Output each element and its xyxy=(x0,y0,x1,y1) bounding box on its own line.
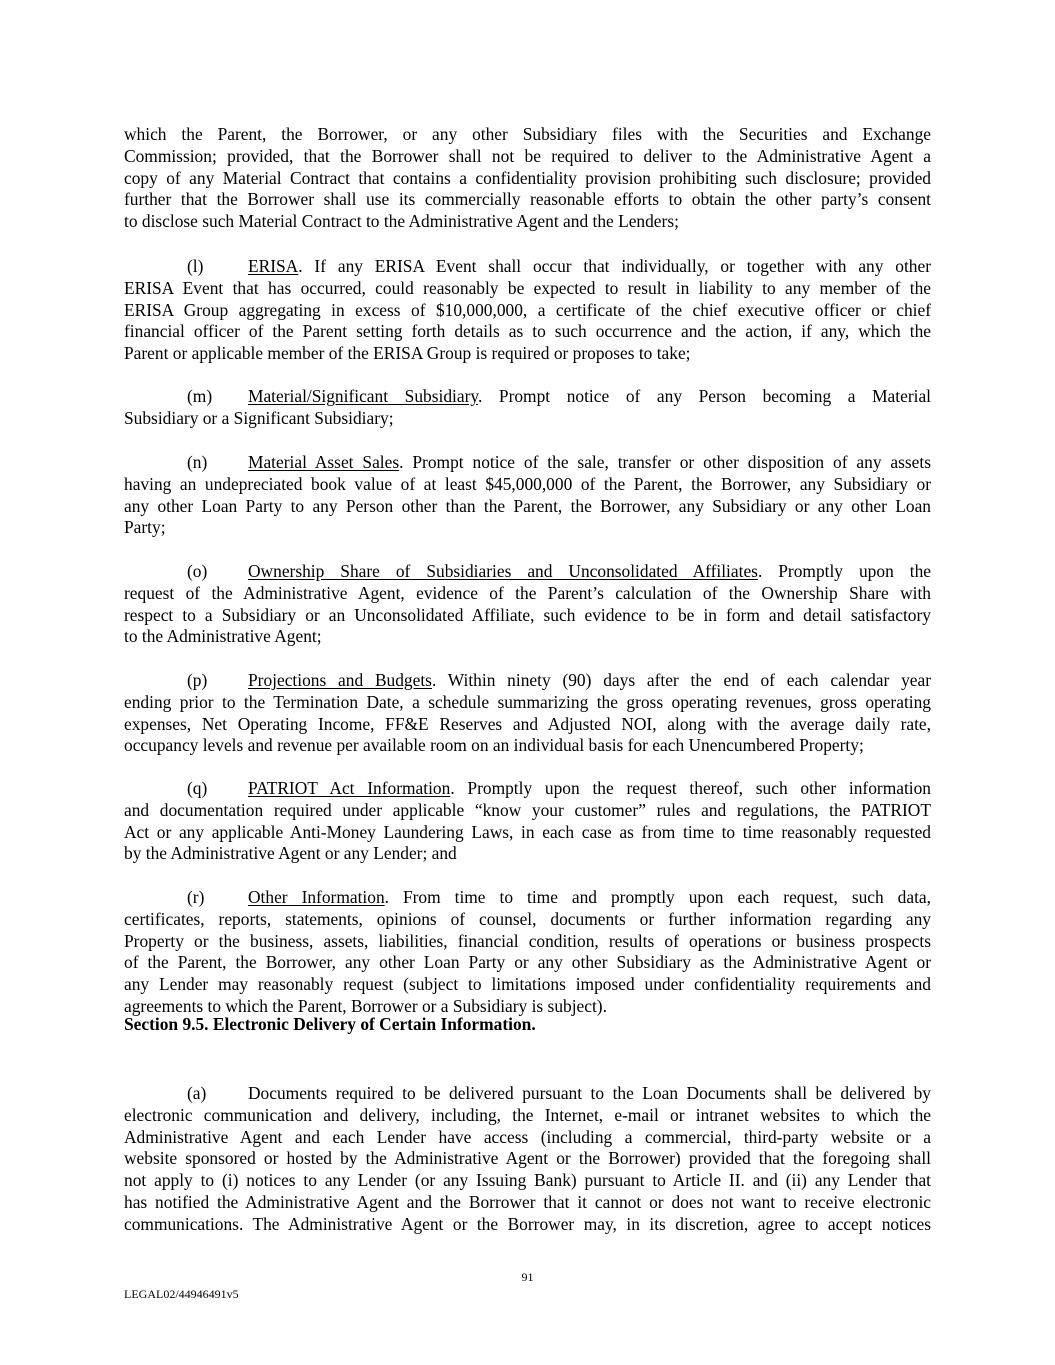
item-heading: PATRIOT Act Information xyxy=(248,778,451,798)
text-line: Parent or applicable member of the ERISA Group is required or proposes to take; xyxy=(124,343,691,364)
text-line: website sponsored or hosted by the Administrative Agent or the Borrower) provided that the foregoing shall xyxy=(124,1148,931,1169)
text-line: certificates, reports, statements, opinions of counsel, documents or further information regarding any xyxy=(124,908,931,929)
text-line: respect to a Subsidiary or an Unconsolidated Affiliate, such evidence to be in form and detail satisfactory xyxy=(124,604,931,625)
paragraph-first-line xyxy=(124,670,931,692)
item-label: (m) xyxy=(187,386,213,406)
paragraph-first-line xyxy=(124,256,931,278)
text-line: further that the Borrower shall use its commercially reasonable efforts to obtain the other party’s consent xyxy=(124,189,931,210)
paragraph-first-line xyxy=(124,452,931,474)
item-label: (o) xyxy=(187,561,208,581)
text-line: Commission; provided, that the Borrower shall not be required to deliver to the Administrative Agent a xyxy=(124,145,931,166)
text-line: to disclose such Material Contract to the Administrative Agent and the Lenders; xyxy=(124,211,679,232)
item-label: (r) xyxy=(187,887,205,907)
paragraph-first-line xyxy=(124,561,931,583)
item-heading: Material/Significant Subsidiary xyxy=(248,386,478,406)
item-text: . From time to time and promptly upon each request, such data, xyxy=(384,887,931,907)
item-text: . Promptly upon the xyxy=(757,561,931,581)
paragraph-m xyxy=(124,386,931,430)
paragraph-q xyxy=(124,778,931,865)
text-line: Administrative Agent and each Lender have access (including a commercial, third-party website or a xyxy=(124,1126,931,1147)
item-label: (a) xyxy=(187,1083,207,1103)
paragraph-sec95 xyxy=(124,1014,931,1036)
item-heading: Projections and Budgets xyxy=(248,670,432,690)
paragraph-o xyxy=(124,561,931,648)
item-label: (p) xyxy=(187,670,208,690)
section-heading: Section 9.5. Electronic Delivery of Certain Information. xyxy=(124,1014,536,1034)
paragraph-first-line xyxy=(124,386,931,408)
text-line: and documentation required under applicable “know your customer” rules and regulations, the PATRIOT xyxy=(124,799,931,820)
text-line: ERISA Event that has occurred, could reasonably be expected to result in liability to any member of the xyxy=(124,277,931,298)
item-text: . Prompt notice of the sale, transfer or other disposition of any assets xyxy=(399,452,931,472)
item-text: Documents required to be delivered pursuant to the Loan Documents shall be delivered by xyxy=(248,1083,931,1103)
text-line: financial officer of the Parent setting forth details as to such occurrence and the action, if any, which the xyxy=(124,321,931,342)
item-label: (n) xyxy=(187,452,208,472)
item-heading: Other Information xyxy=(248,887,385,907)
text-line: occupancy levels and revenue per available room on an individual basis for each Unencumbered Property; xyxy=(124,735,864,756)
text-line: any Lender may reasonably request (subject to limitations imposed under confidentiality requirements and xyxy=(124,974,931,995)
text-line: agreements to which the Parent, Borrower or a Subsidiary is subject). xyxy=(124,995,607,1016)
item-heading: Material Asset Sales xyxy=(248,452,400,472)
item-text: . Promptly upon the request thereof, such other information xyxy=(450,778,931,798)
paragraph-p xyxy=(124,670,931,757)
text-line: Subsidiary or a Significant Subsidiary; xyxy=(124,407,394,428)
text-line: electronic communication and delivery, including, the Internet, e-mail or intranet websites to which the xyxy=(124,1104,931,1125)
paragraph-first-line xyxy=(124,887,931,909)
paragraph-first-line xyxy=(124,1083,931,1105)
text-line: of the Parent, the Borrower, any other Loan Party or any other Subsidiary as the Administrative Agent or xyxy=(124,952,931,973)
text-line: which the Parent, the Borrower, or any other Subsidiary files with the Securities and Exchange xyxy=(124,124,931,144)
text-line: communications. The Administrative Agent or the Borrower may, in its discretion, agree to accept notices xyxy=(124,1213,931,1234)
text-line: to the Administrative Agent; xyxy=(124,626,322,647)
text-line: any other Loan Party to any Person other than the Parent, the Borrower, any Subsidiary or any other Loan xyxy=(124,495,931,516)
text-line: copy of any Material Contract that contains a confidentiality provision prohibiting such disclosure; provided xyxy=(124,167,931,188)
text-line: not apply to (i) notices to any Lender (or any Issuing Bank) pursuant to Article II. and (ii) any Lender that xyxy=(124,1170,931,1191)
item-heading: ERISA xyxy=(248,256,299,276)
text-line: has notified the Administrative Agent and the Borrower that it cannot or does not want to receive electronic xyxy=(124,1191,931,1212)
item-text: . Within ninety (90) days after the end of each calendar year xyxy=(431,670,931,690)
item-heading: Ownership Share of Subsidiaries and Unconsolidated Affiliates xyxy=(248,561,758,581)
paragraph-l xyxy=(124,256,931,365)
item-label: (l) xyxy=(187,256,204,276)
paragraph-a xyxy=(124,1083,931,1236)
paragraph-k-cont xyxy=(124,124,931,233)
text-line: request of the Administrative Agent, evidence of the Parent’s calculation of the Ownership Share with xyxy=(124,582,931,603)
text-line: having an undepreciated book value of at least $45,000,000 of the Parent, the Borrower, any Subsidiary or xyxy=(124,473,931,494)
page-number: 91 xyxy=(521,1270,534,1284)
document-id: LEGAL02/44946491v5 xyxy=(124,1287,239,1301)
item-label: (q) xyxy=(187,778,208,798)
paragraph-n xyxy=(124,452,931,539)
item-text: . Prompt notice of any Person becoming a Material xyxy=(477,386,931,406)
text-line: Act or any applicable Anti-Money Laundering Laws, in each case as from time to time reasonably requested xyxy=(124,821,931,842)
text-line: by the Administrative Agent or any Lender; and xyxy=(124,843,457,864)
text-line: Party; xyxy=(124,517,166,538)
text-line: Property or the business, assets, liabilities, financial condition, results of operations or business prospects xyxy=(124,930,931,951)
text-line: ending prior to the Termination Date, a schedule summarizing the gross operating revenues, gross operating xyxy=(124,691,931,712)
paragraph-r xyxy=(124,887,931,1018)
text-line: ERISA Group aggregating in excess of $10,000,000, a certificate of the chief executive officer or chief xyxy=(124,299,931,320)
item-text: . If any ERISA Event shall occur that individually, or together with any other xyxy=(298,256,931,276)
paragraph-first-line xyxy=(124,778,931,800)
text-line: expenses, Net Operating Income, FF&E Reserves and Adjusted NOI, along with the average daily rate, xyxy=(124,713,931,734)
